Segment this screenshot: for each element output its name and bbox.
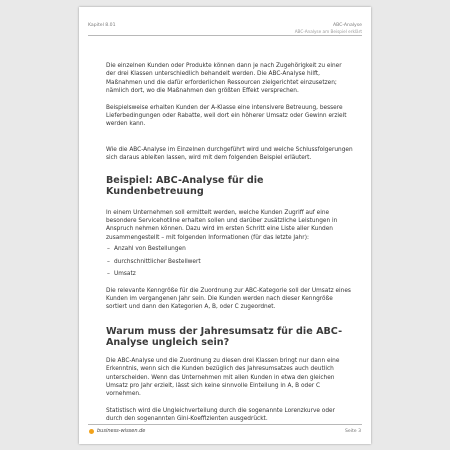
paragraph-5: Die relevante Kenngröße für die Zuordnung zur ABC-Kategorie soll der Umsatz eines Kunden im vergangenen Jahr sein. Die Kunden werden nach dieser Kenngröße sortiert und dann den Kategorien A, B, oder C zugeordnet.: [106, 287, 351, 311]
paragraph-1: Die einzelnen Kunden oder Produkte können dann je nach Zugehörigkeit zu einer der drei Klassen unterschiedlich behandelt werden. Die ABC-Analyse hilft, Maßnahmen und die dafür erforderlichen Ressourcen zielgerichtet einzusetzen; nämlich dort, wo die Maßnahmen den größten Effekt versprechen.: [106, 63, 342, 95]
list-item: – durchschnittlicher Bestellwert: [106, 258, 353, 266]
header-section: ABC-Analyse: [332, 23, 362, 28]
brand-logo: [89, 428, 145, 434]
logo-text: business-wissen.de: [97, 428, 146, 434]
list-item: – Umsatz: [106, 270, 353, 278]
info-list: [106, 245, 353, 278]
header-subsection: ABC-Analyse am Beispiel erklärt: [294, 29, 362, 34]
heading-example: Beispiel: ABC-Analyse für die Kundenbetreuung: [106, 174, 264, 198]
list-item: – Anzahl von Bestellungen: [106, 245, 353, 253]
page-content: [106, 62, 353, 424]
paragraph-6: Die ABC-Analyse und die Zuordnung zu diesen drei Klassen bringt nur dann eine Erkenntnis, wenn sich die Kunden bezüglich des Jahresumsatzes auch deutlich unterscheiden. Wenn das Unternehmen mit allen Kunden in etwa den gleichen Umsatz pro Jahr erzielt, lässt sich keine sinnvolle Einteilung in A, B oder C vornehmen.: [106, 357, 340, 398]
paragraph-3: Wie die ABC-Analyse im Einzelnen durchgeführt wird und welche Schlussfolgerungen sich daraus ableiten lassen, wird mit dem folgenden Beispiel erläutert.: [106, 146, 353, 162]
header-divider: [88, 35, 362, 36]
header-chapter: Kapitel 8.01: [88, 23, 116, 28]
paragraph-4: In einem Unternehmen soll ermittelt werden, welche Kunden Zugriff auf eine besondere Servicehotline erhalten sollen und darüber zusätzliche Leistungen in Anspruch nehmen können. Dazu wird im ersten Schritt eine Liste aller Kunden zusammengestellt – mit folgenden Informationen (für das letzte Jahr):: [106, 209, 338, 241]
page-number: Seite 3: [344, 429, 361, 434]
heading-question: Warum muss der Jahresumsatz für die ABC-Analyse ungleich sein?: [106, 325, 343, 349]
paragraph-7: Statistisch wird die Ungleichverteilung durch die sogenannte Lorenzkurve oder durch den sogenannten Gini-Koeffizienten ausgedrückt.: [106, 407, 335, 423]
footer-divider: [88, 424, 362, 425]
logo-dot-icon: [89, 429, 94, 434]
document-page: [79, 7, 371, 444]
paragraph-2: Beispielsweise erhalten Kunden der A-Klasse eine intensivere Betreuung, bessere Lieferbedingungen oder Rabatte, weil dort ein höherer Umsatz oder Gewinn erzielt werden kann.: [106, 104, 347, 128]
